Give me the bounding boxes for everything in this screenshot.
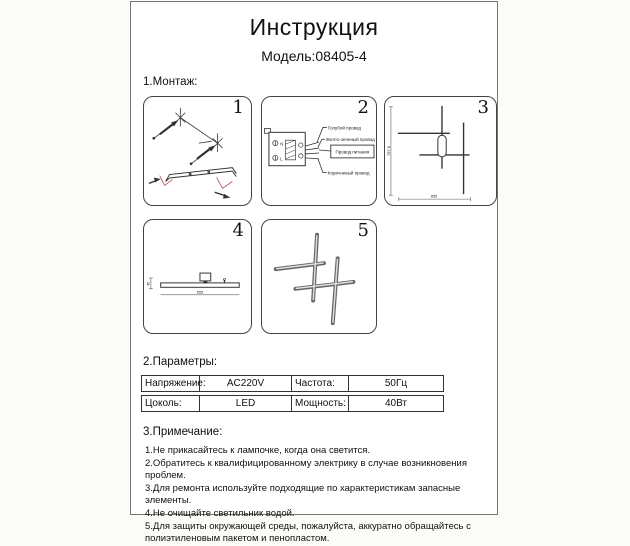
dimension-lines xyxy=(389,107,470,201)
terminal-block xyxy=(269,132,305,165)
page-title: Инструкция xyxy=(249,14,379,40)
wire-label-brown: Коричневый провод xyxy=(327,170,370,176)
terminal-label-n: N xyxy=(280,141,284,147)
side-height-label: 45 xyxy=(146,281,151,286)
step-number-2: 2 xyxy=(357,97,369,118)
notes-list xyxy=(145,445,499,546)
param-value-voltage: AC220V xyxy=(200,376,292,391)
montage-step-1-panel xyxy=(143,96,252,206)
wire-label-power: Провод питания xyxy=(335,149,370,155)
note-item: 3.Для ремонта используйте подходящие по характеристикам запасные элементы. xyxy=(145,482,461,507)
side-length-label: 655 xyxy=(196,289,204,295)
terminal-label-l: L xyxy=(280,156,283,162)
table-row xyxy=(141,395,444,412)
wires xyxy=(305,127,331,172)
param-value-socket: LED xyxy=(200,396,292,411)
montage-step-3-panel xyxy=(384,96,497,206)
step-number-5: 5 xyxy=(357,220,369,241)
wire-label-blue: Голубой провод xyxy=(327,125,361,131)
step-number-4: 4 xyxy=(232,220,244,241)
section-heading-montage: 1.Монтаж: xyxy=(143,76,198,88)
note-item: 4.Не очищайте светильник водой. xyxy=(145,507,295,519)
montage-step-4-panel xyxy=(143,219,252,334)
param-label-voltage: Напряжение: xyxy=(142,376,200,391)
instruction-sheet xyxy=(130,1,498,545)
section-heading-parameters: 2.Параметры: xyxy=(143,356,218,368)
param-label-frequency: Частота: xyxy=(292,376,349,391)
param-value-power: 40Вт xyxy=(384,398,408,409)
center-canopy xyxy=(438,135,446,157)
wire-label-yellow-green: Желто-зеленый провод xyxy=(325,137,375,143)
ceiling-canopy xyxy=(200,273,211,281)
note-item: 5.Для защиты окружающей среды, пожалуйста, аккуратно обращайтесь с полиэтиленовым пакетом и пенопластом. xyxy=(145,520,471,545)
montage-step-5-panel xyxy=(261,219,377,334)
lamp-bar xyxy=(161,283,240,287)
param-label-power: Мощность: xyxy=(292,396,349,411)
table-row xyxy=(141,375,444,392)
param-label-socket: Цоколь: xyxy=(142,396,200,411)
model-number: Модель:08405-4 xyxy=(261,48,367,64)
dimension-width-label: 655 xyxy=(430,193,438,199)
section-heading-notes: 3.Примечание: xyxy=(143,426,223,438)
parameters-table xyxy=(141,375,444,415)
step-number-3: 3 xyxy=(477,97,489,118)
montage-step-2-panel xyxy=(261,96,377,206)
param-value-frequency: 50Гц xyxy=(384,378,408,389)
note-item: 1.Не прикасайтесь к лампочке, когда она светится. xyxy=(145,445,371,456)
note-item: 2.Обратитесь к квалифицированному электрику в случае возникновения проблем. xyxy=(145,457,467,482)
dimension-height-label: 797.8 xyxy=(385,146,391,156)
step-number-1: 1 xyxy=(232,97,244,118)
mounting-bar-drawing xyxy=(166,168,237,182)
